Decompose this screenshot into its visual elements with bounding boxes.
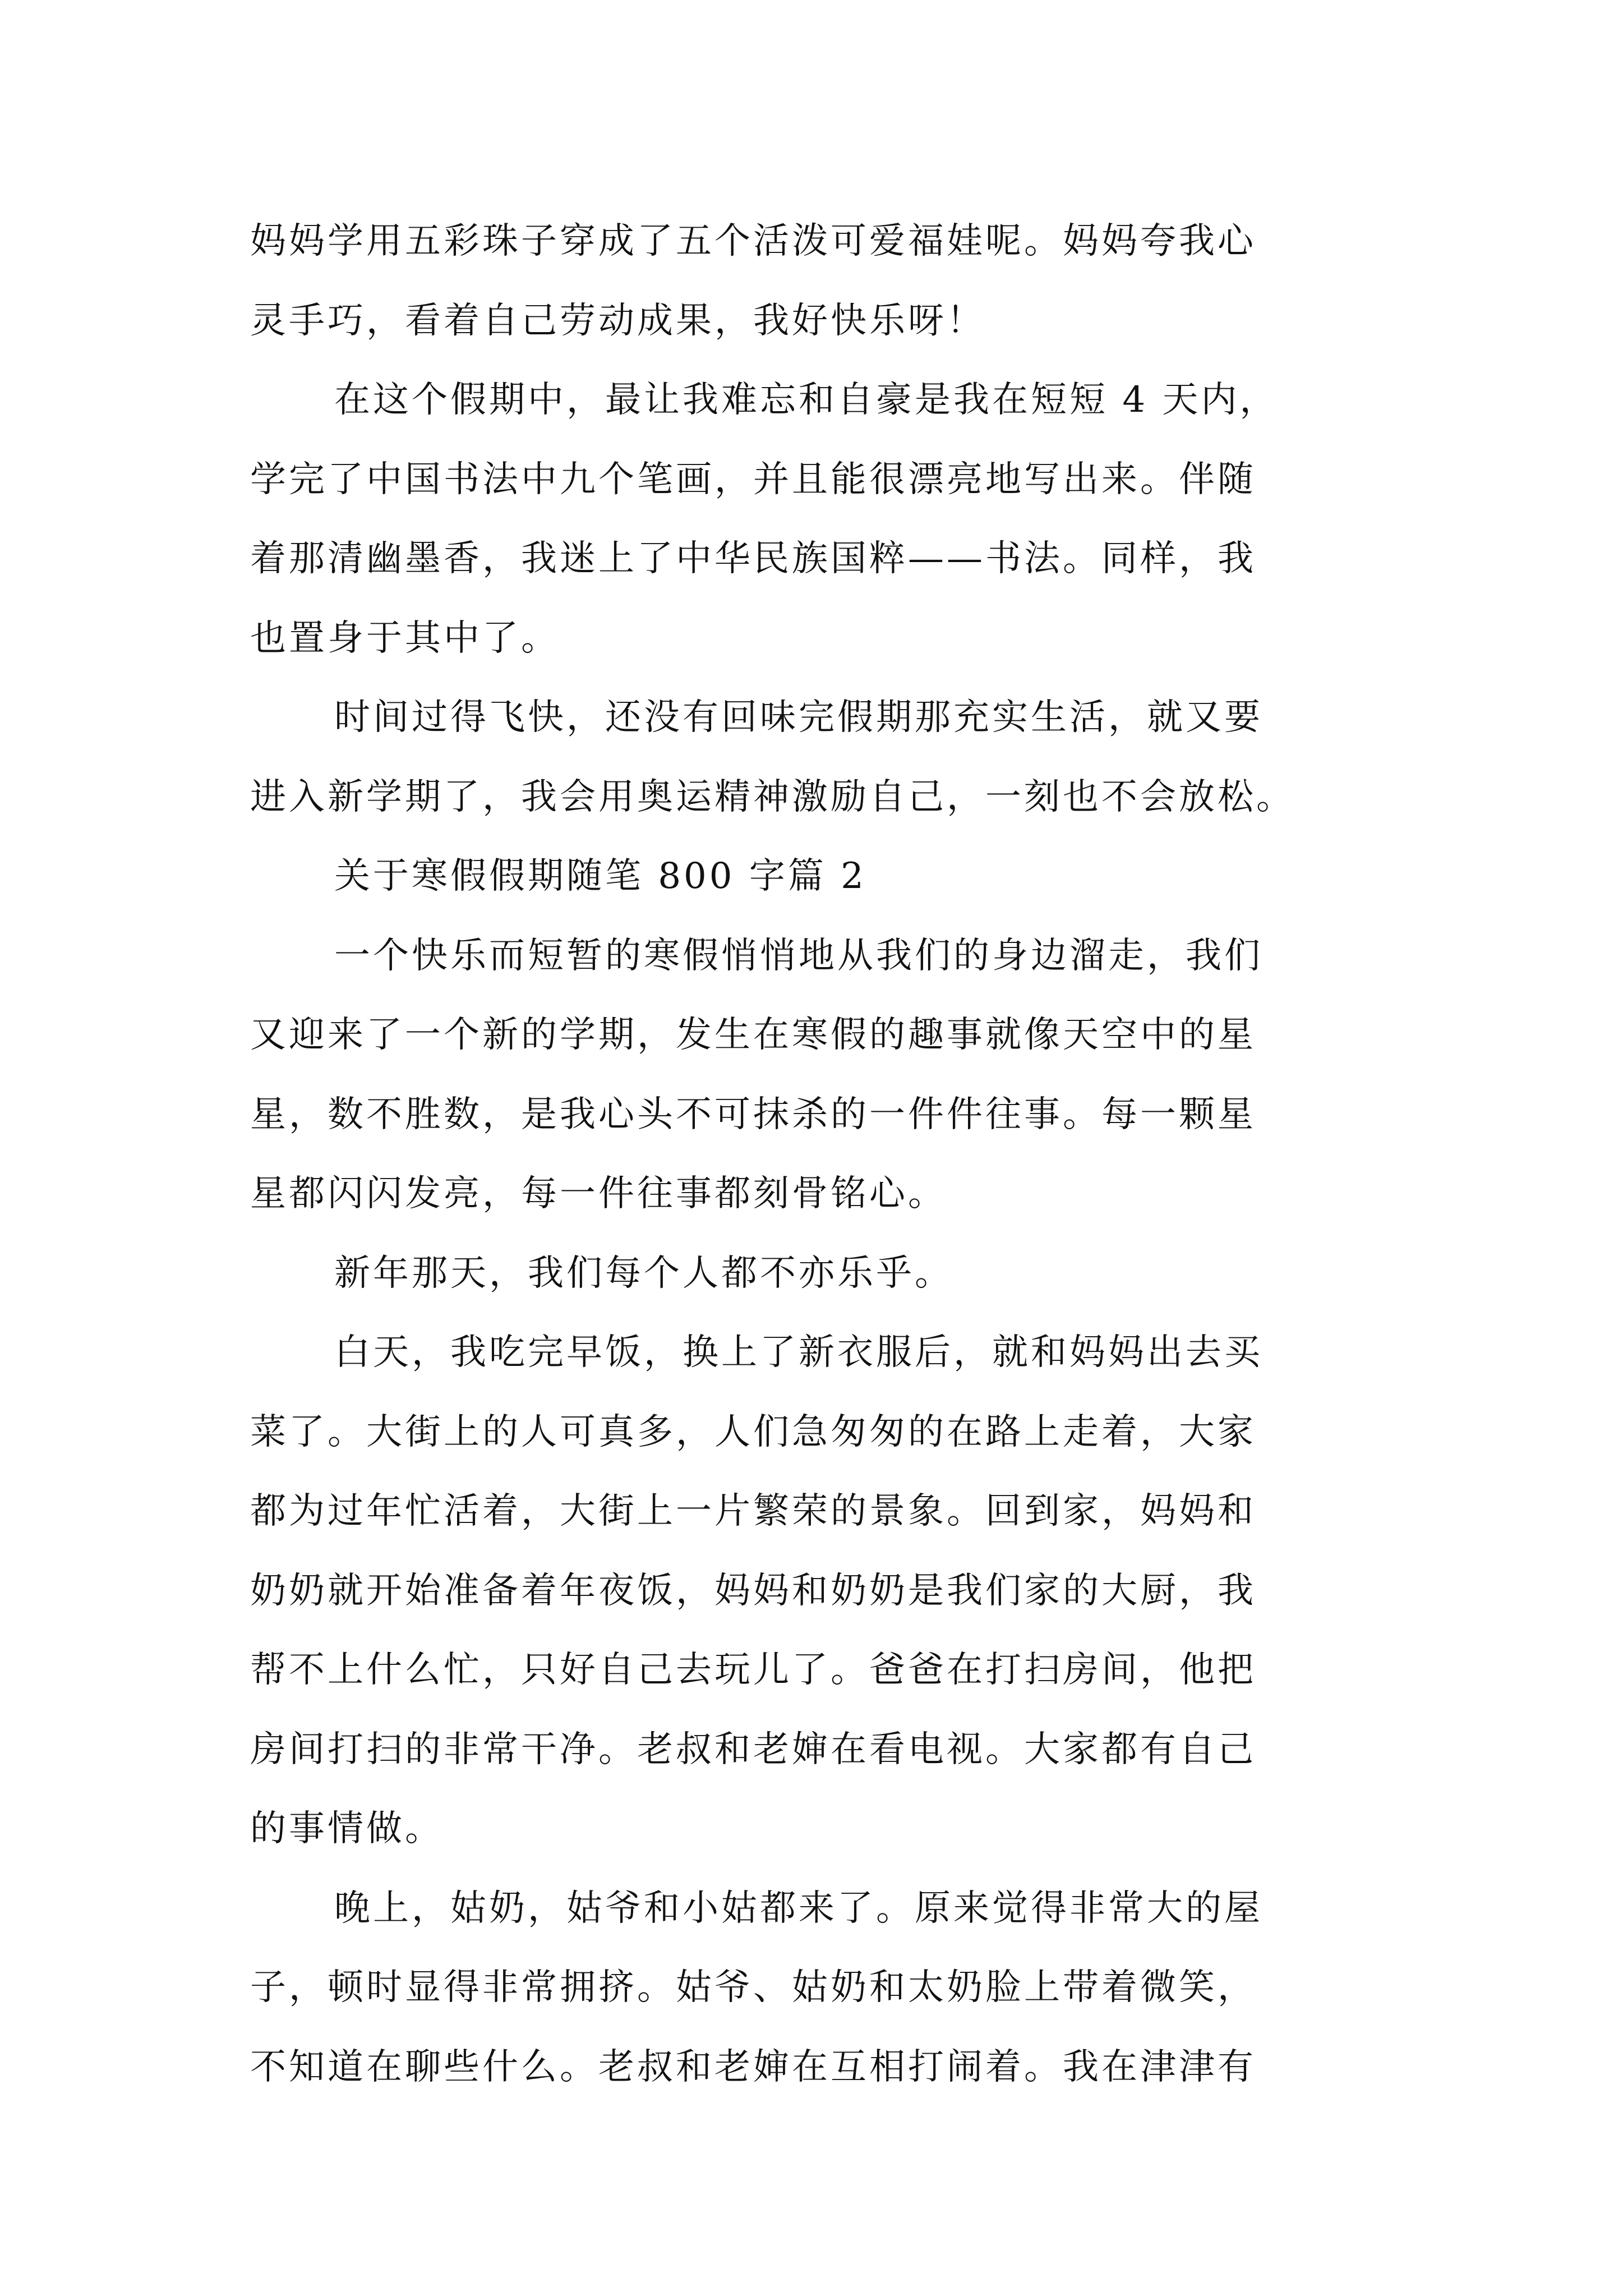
text-line: 菜了。大街上的人可真多，人们急匆匆的在路上走着，大家: [250, 1411, 1256, 1453]
text-line: 着那清幽墨香，我迷上了中华民族国粹——书法。同样，我: [250, 538, 1256, 579]
text-line: 子，顿时显得非常拥挤。姑爷、姑奶和太奶脸上带着微笑，: [250, 1967, 1256, 2008]
text-line: 都为过年忙活着，大街上一片繁荣的景象。回到家，妈妈和: [250, 1490, 1256, 1532]
paragraph-start-line: 时间过得飞快，还没有回味完假期那充实生活，就又要: [334, 697, 1263, 738]
text-line: 星都闪闪发亮，每一件往事都刻骨铭心。: [250, 1173, 947, 1214]
document-body: [250, 202, 1389, 2107]
text-line: 灵手巧，看着自己劳动成果，我好快乐呀！: [250, 300, 985, 342]
text-line: 妈妈学用五彩珠子穿成了五个活泼可爱福娃呢。妈妈夸我心: [250, 220, 1256, 262]
paragraph-start-line: 在这个假期中，最让我难忘和自豪是我在短短 4 天内，: [334, 379, 1279, 421]
text-line: 进入新学期了，我会用奥运精神激励自己，一刻也不会放松。: [250, 776, 1295, 818]
text-line: 也置身于其中了。: [250, 617, 560, 659]
paragraph-start-line: 晚上，姑奶，姑爷和小姑都来了。原来觉得非常大的屋: [334, 1887, 1263, 1929]
text-line: 又迎来了一个新的学期，发生在寒假的趣事就像天空中的星: [250, 1014, 1256, 1056]
text-line: 帮不上什么忙，只好自己去玩儿了。爸爸在打扫房间，他把: [250, 1649, 1256, 1691]
paragraph-start-line: 新年那天，我们每个人都不亦乐乎。: [334, 1252, 953, 1294]
paragraph-start-line: 一个快乐而短暂的寒假悄悄地从我们的身边溜走，我们: [334, 935, 1263, 977]
text-line: 不知道在聊些什么。老叔和老婶在互相打闹着。我在津津有: [250, 2046, 1256, 2088]
text-line: 星，数不胜数，是我心头不可抹杀的一件件往事。每一颗星: [250, 1093, 1256, 1135]
text-line: 奶奶就开始准备着年夜饭，妈妈和奶奶是我们家的大厨，我: [250, 1570, 1256, 1612]
text-line: 学完了中国书法中九个笔画，并且能很漂亮地写出来。伴随: [250, 458, 1256, 500]
text-line: 的事情做。: [250, 1808, 444, 1849]
paragraph-start-line: 白天，我吃完早饭，换上了新衣服后，就和妈妈出去买: [334, 1332, 1263, 1373]
section-heading: 关于寒假假期随笔 800 字篇 2: [334, 855, 866, 897]
text-line: 房间打扫的非常干净。老叔和老婶在看电视。大家都有自己: [250, 1728, 1256, 1770]
